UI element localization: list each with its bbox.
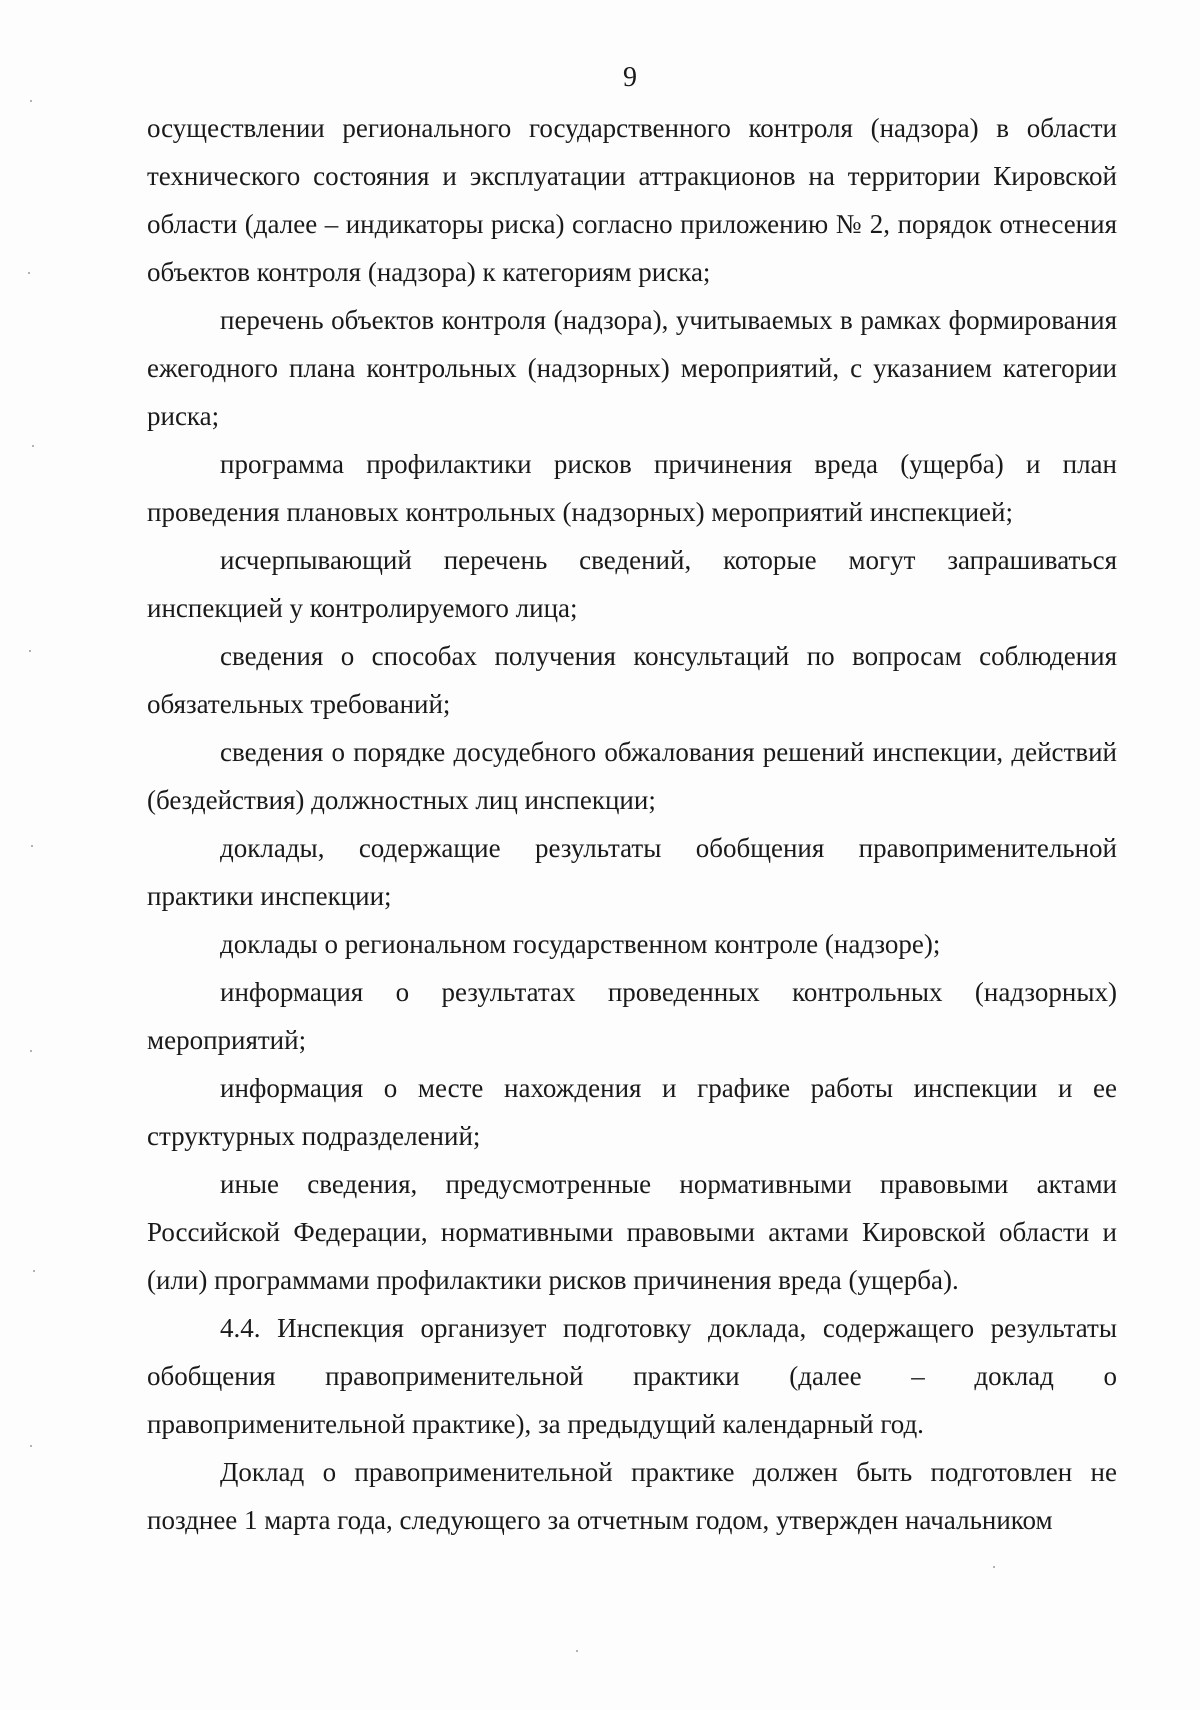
document-body xyxy=(147,104,1117,1544)
paragraph-practice-reports: доклады, содержащие результаты обобщения правоприменительной практики инспекции; xyxy=(147,833,1117,911)
scan-speck xyxy=(33,1270,35,1272)
paragraph-section-4-4: 4.4. Инспекция организует подготовку доклада, содержащего результаты обобщения правоприменительной практики (далее – доклад о правоприменительной практике), за предыдущий календарный год. xyxy=(147,1313,1117,1439)
paragraph-appeal-procedure: сведения о порядке досудебного обжалования решений инспекции, действий (бездействия) должностных лиц инспекции; xyxy=(147,737,1117,815)
scan-speck xyxy=(28,272,30,274)
paragraph-consultations: сведения о способах получения консультаций по вопросам соблюдения обязательных требований; xyxy=(147,641,1117,719)
paragraph-report-deadline: Доклад о правоприменительной практике должен быть подготовлен не позднее 1 марта года, следующего за отчетным годом, утвержден начальником xyxy=(147,1457,1117,1535)
scan-speck xyxy=(32,445,34,447)
scan-speck xyxy=(30,1445,32,1447)
scan-speck xyxy=(31,845,33,847)
paragraph-inspection-results: информация о результатах проведенных контрольных (надзорных) мероприятий; xyxy=(147,977,1117,1055)
scan-speck xyxy=(30,1050,32,1052)
scan-speck xyxy=(29,650,31,652)
paragraph-objects-list: перечень объектов контроля (надзора), учитываемых в рамках формирования ежегодного плана контрольных (надзорных) мероприятий, с указанием категории риска; xyxy=(147,305,1117,431)
paragraph-other-info: иные сведения, предусмотренные нормативными правовыми актами Российской Федерации, нормативными правовыми актами Кировской области и (или) программами профилактики рисков причинения вреда (ущерба). xyxy=(147,1169,1117,1295)
paragraph-requested-info: исчерпывающий перечень сведений, которые могут запрашиваться инспекцией у контролируемого лица; xyxy=(147,545,1117,623)
scan-speck xyxy=(993,1566,995,1568)
paragraph-risk-indicators: осуществлении регионального государственного контроля (надзора) в области технического состояния и эксплуатации аттракционов на территории Кировской области (далее – индикаторы риска) согласно приложению № 2, порядок отнесения объектов контроля (надзора) к категориям риска; xyxy=(147,113,1117,287)
page-number: 9 xyxy=(623,62,637,93)
scan-speck xyxy=(30,100,32,102)
paragraph-prevention-program: программа профилактики рисков причинения вреда (ущерба) и план проведения плановых контрольных (надзорных) мероприятий инспекцией; xyxy=(147,449,1117,527)
paragraph-control-reports: доклады о региональном государственном контроле (надзоре); xyxy=(220,929,941,959)
scan-speck xyxy=(576,1650,578,1652)
paragraph-location-schedule: информация о месте нахождения и графике работы инспекции и ее структурных подразделений; xyxy=(147,1073,1117,1151)
